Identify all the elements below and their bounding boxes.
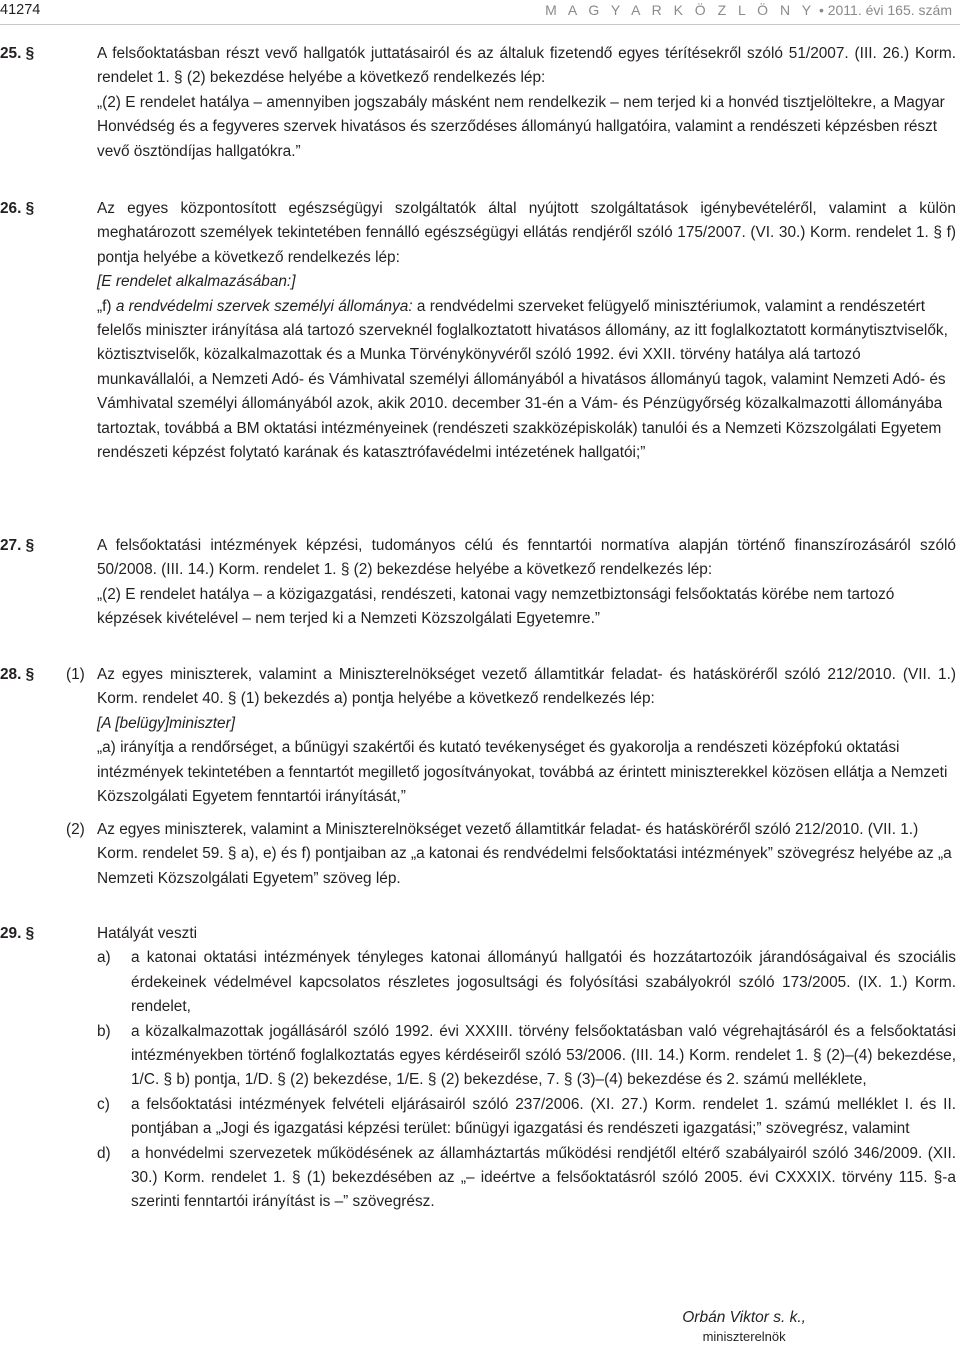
item-label: b) [97,1022,111,1040]
subsection-number: (2) [66,821,85,838]
list-item [97,1020,956,1093]
item-label: c) [97,1095,110,1113]
context-heading: [A [belügy]miniszter] [97,714,235,732]
context-heading: [E rendelet alkalmazásában:] [97,273,296,291]
section-number: 27. § [0,537,35,554]
section-paragraph: Az egyes miniszterek, valamint a Miniszterelnökséget vezető államtitkár feladat- és hatásköréről szóló 212/2010. (VII. 1.) Korm. rendelet 59. § a), e) és f) pontjaiban az „a katonai és rendvédelmi felsőoktatási intézmények” szövegrész helyébe az „a Nemzeti Közszolgálati Egyetem” szöveg lép. [97,821,952,887]
item-text: a felsőoktatási intézmények felvételi eljárásairól szóló 237/2006. (XI. 27.) Korm. rendelet 1. számú melléklet I. és II. pontjában a „Jogi és igazgatási képzési terület: bűnügyi igazgatási és rendészeti igazgatási;” szövegrész, valamint [131,1095,956,1138]
page-number: 41274 [0,2,41,18]
defined-term: a rendvédelmi szervek személyi állománya: [115,297,413,315]
signature-block [682,1309,806,1344]
item-label: d) [97,1144,111,1162]
section-number: 28. § [0,666,35,683]
list-item [97,1142,956,1215]
signatory-name: Orbán Viktor s. k., [682,1309,806,1326]
subsection-number: (1) [66,666,85,683]
definition-text: a rendvédelmi szerveket felügyelő minisztériumok, valamint a rendészetért felelős miniszter irányítása alá tartozó szerveknél foglalkoztatott hivatásos állomány, az itt foglalkoztatott kormánytisztviselők, köztisztviselők, közalkalmazottak és a Munka Törvénykönyvéről szóló 1992. évi XXII. törvény hatálya alá tartozó munkavállalói, a Nemzeti Adó- és Vámhivatal személyi állományából a hivatásos állományú tagok, valamint Nemzeti Adó- és Vámhivatal személyi állományából azok, akik 2010. december 31-én a Vám- és Pénzügyőrség közalkalmazotti állományába tartoztak, továbbá a BM oktatási intézményeinek (rendészeti szakközépiskolák) tanulói és a Nemzeti Közszolgálati Egyetem rendészeti képzést folytató karának és katasztrófavédelmi intézetének hallgatói;” [97,297,948,462]
section-number: 26. § [0,200,35,217]
section-paragraph: Az egyes központosított egészségügyi szolgáltatók által nyújtott szolgáltatások igénybevételéről, valamint a külön meghatározott személyek tekintetében fennálló egészségügyi ellátás rendjéről szóló 175/2007. (VI. 30.) Korm. rendelet 1. § f) pontja helyébe a következő rendelkezés lép: [97,200,956,266]
repeal-list [97,946,956,1214]
list-item [97,1093,956,1142]
amendment-text: „(2) E rendelet hatálya – a közigazgatási, rendészeti, katonai vagy nemzetbiztonsági felsőoktatás körébe nem tartozó képzések kivételével – nem terjed ki a Nemzeti Közszolgálati Egyetemre.” [97,585,895,628]
page-header [0,0,960,25]
section-intro: Hatályát veszti [97,925,198,942]
gazette-title [545,2,952,18]
amendment-prefix: „f) [97,297,116,315]
amendment-text [97,295,956,466]
amendment-text: „(2) E rendelet hatálya – amennyiben jogszabály másként nem rendelkezik – nem terjed ki a honvéd tisztjelöltekre, a Magyar Honvédség és a fegyveres szervek hivatásos és szerződéses állományú hallgatóira, valamint a rendészeti képzésben részt vevő ösztöndíjas hallgatókra.” [97,93,945,160]
item-label: a) [97,949,111,967]
signatory-role: miniszterelnök [702,1329,786,1344]
section-paragraph: A felsőoktatási intézmények képzési, tudományos célú és fenntartói normatíva alapján történő finanszírozásáról szóló 50/2008. (III. 14.) Korm. rendelet 1. § (2) bekezdése helyébe a következő rendelkezés lép: [97,537,956,579]
section-number: 29. § [0,925,35,942]
section-paragraph: Az egyes miniszterek, valamint a Miniszterelnökséget vezető államtitkár feladat- és hatásköréről szóló 212/2010. (VII. 1.) Korm. rendelet 40. § (1) bekezdés a) pontja helyébe a következő rendelkezés lép: [97,666,956,708]
list-item [97,946,956,1019]
section-number: 25. § [0,45,35,62]
item-text: a katonai oktatási intézmények tényleges katonai állományú hallgatói és hozzátartozóik járandóságaival és szociális érdekeinek védelmével kapcsolatos részletes jogosultsági és folyósítási szabályokról szóló 173/2005. (IX. 1.) Korm. rendelet, [131,949,956,1016]
section-paragraph: A felsőoktatásban részt vevő hallgatók juttatásairól és az általuk fizetendő egyes térítésekről szóló 51/2007. (III. 26.) Korm. rendelet 1. § (2) bekezdése helyébe a következő rendelkezés lép: [97,45,956,87]
item-text: a honvédelmi szervezetek működésének az államháztartás működési rendjétől eltérő szabályairól szóló 346/2009. (XII. 30.) Korm. rendelet 1. § (1) bekezdésében az „– ideértve a felsőoktatásról szóló 2005. évi CXXXIX. törvény 115. §-a szerinti fenntartói irányítást is –” szövegrész. [131,1144,956,1211]
amendment-text: „a) irányítja a rendőrséget, a bűnügyi szakértői és kutató tevékenységet és gyakorolja a rendészeti középfokú oktatási intézmények tekintetében a fenntartót megillető jogosítványokat, továbbá az érintett miniszterekkel közösen ellátja a Nemzeti Közszolgálati Egyetem fenntartói irányítását,” [97,739,948,806]
gazette-issue: • 2011. évi 165. szám [818,2,952,18]
gazette-name: M A G Y A R K Ö Z L Ö N Y [545,2,816,18]
item-text: a közalkalmazottak jogállásáról szóló 1992. évi XXXIII. törvény felsőoktatásban való végrehajtásáról és a felsőoktatási intézményekben történő foglalkoztatás egyes kérdéseiről szóló 53/2006. (III. 14.) Korm. rendelet 1. § (2)–(4) bekezdése, 1/C. § b) pontja, 1/D. § (2) bekezdése, 1/E. § (2) bekezdése, 7. § (3)–(4) bekezdése és 2. számú melléklete, [131,1022,956,1089]
